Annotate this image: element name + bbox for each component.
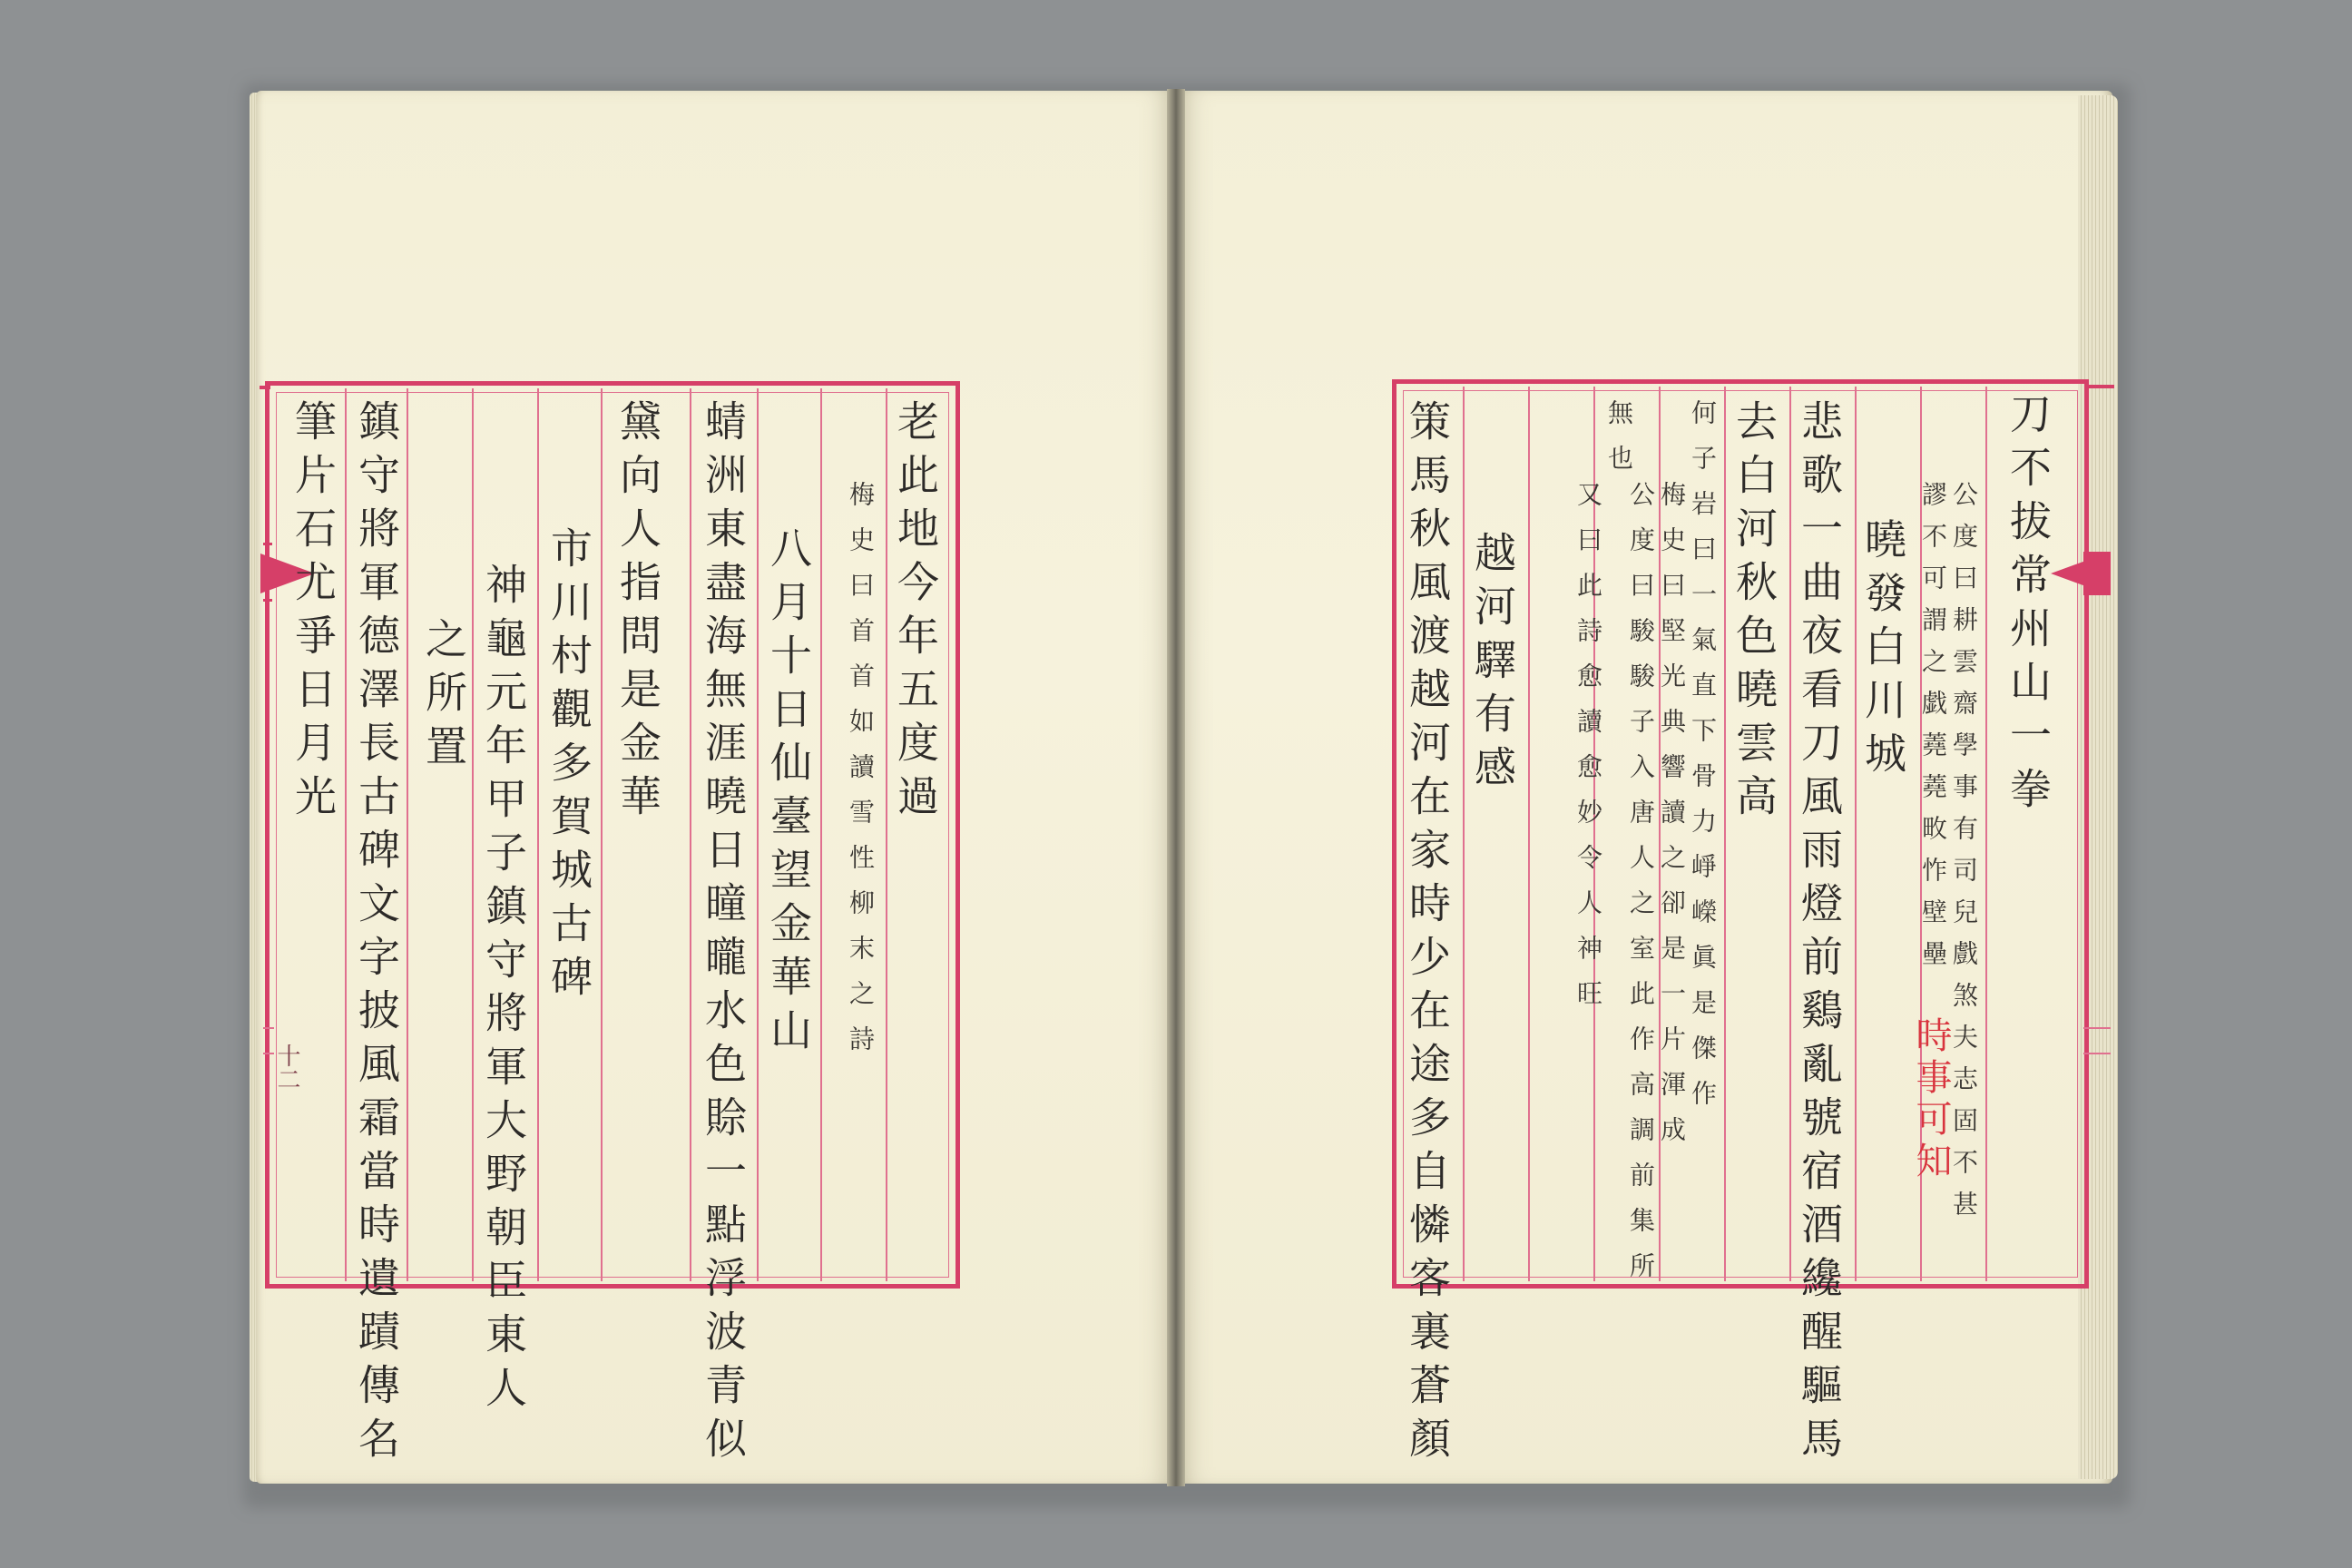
right-lower-rule-1 bbox=[2083, 1027, 2111, 1029]
poem-title: 曉發白川城 bbox=[1858, 517, 1907, 785]
commentary-line: 何子岩曰一氣直下骨力崢嶸眞是傑作 bbox=[1688, 399, 1718, 1125]
book-spine bbox=[1167, 89, 1185, 1486]
inscription-line: 之所置 bbox=[419, 617, 468, 778]
poem-title: 市川村觀多賀城古碑 bbox=[544, 526, 593, 1008]
left-fishtail-lines-2 bbox=[263, 599, 272, 602]
right-lower-rule-2 bbox=[2083, 1053, 2111, 1054]
folio-number: 十二 bbox=[273, 1044, 300, 1091]
poem-line: 筆片石尤爭日月光 bbox=[289, 399, 338, 828]
left-fishtail-top bbox=[260, 386, 270, 389]
poem-line: 悲歌一曲夜看刀風雨燈前鷄亂號宿酒纔醒驅馬 bbox=[1795, 399, 1844, 1470]
commentary-line: 無也 bbox=[1604, 399, 1634, 490]
poem-line: 刀不拔常州山一拳 bbox=[2004, 392, 2053, 820]
poem-line: 鎮守將軍德澤長古碑文字披風霜當時遺蹟傳名 bbox=[352, 399, 401, 1470]
poem-line: 黛向人指問是金華 bbox=[613, 399, 662, 828]
commentary-line: 謬不可謂之戯蕘蕘畋怍壁壘 bbox=[1918, 481, 1948, 982]
poem-line: 老此地今年五度過 bbox=[891, 399, 940, 828]
left-fishtail-lines bbox=[263, 543, 272, 545]
inscription-line: 神龜元年甲子鎮守將軍大野朝臣東人 bbox=[479, 563, 528, 1419]
commentary-line: 梅史曰堅光典響讀之卻是一片渾成 bbox=[1657, 481, 1687, 1161]
poem-title: 越河驛有感 bbox=[1468, 531, 1517, 799]
poem-line: 去白河秋色曉雲高 bbox=[1730, 399, 1779, 828]
right-fishtail-band bbox=[2083, 552, 2111, 595]
poem-line: 策馬秋風渡越河在家時少在途多自憐客裏蒼顏 bbox=[1403, 399, 1452, 1470]
left-lower-rule-1 bbox=[263, 1027, 274, 1029]
commentary-line: 公度曰駿駿子入唐人之室此作高調前集所 bbox=[1626, 481, 1656, 1298]
commentary-line: 梅史曰首首如讀雪性柳末之詩 bbox=[846, 481, 876, 1071]
red-annotation: 時事可知 bbox=[1910, 1016, 1952, 1183]
poem-line: 蜻洲東盡海無涯曉日曈曨水色賒一點浮波青似 bbox=[699, 399, 748, 1470]
poem-title: 八月十日仙臺望金華山 bbox=[764, 526, 813, 1062]
commentary-line: 公度曰耕雲齋學事有司兒戲煞夫志固不甚 bbox=[1949, 481, 1979, 1232]
commentary-line: 又曰此詩愈讀愈妙令人神旺 bbox=[1573, 481, 1603, 1025]
right-fishtail-top bbox=[2087, 385, 2114, 388]
